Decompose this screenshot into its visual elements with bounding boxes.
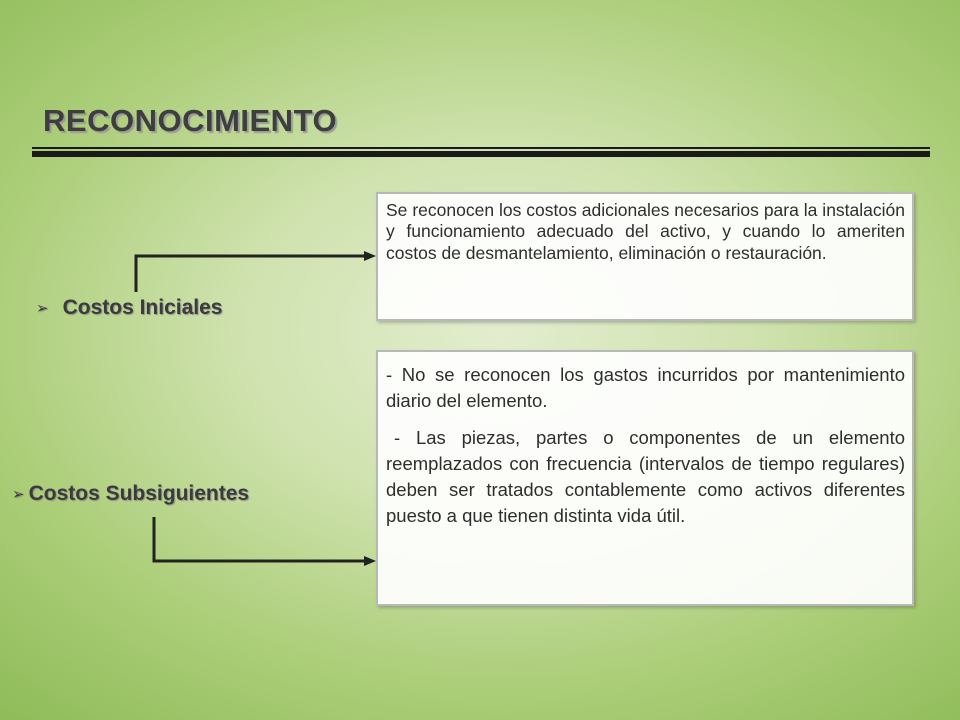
slide-title: RECONOCIMIENTO <box>43 103 338 138</box>
title-underline-thin <box>32 147 930 149</box>
connector-initial-arrow <box>132 250 382 294</box>
connector-initial-line <box>136 256 364 292</box>
connector-subsequent-line <box>154 517 364 561</box>
arrowhead-icon <box>364 251 376 261</box>
title-underline-thick <box>32 151 930 157</box>
arrow-bullet-icon: ➢ <box>36 300 49 317</box>
textbox-costos-iniciales <box>376 192 914 321</box>
bullet-label-costos-subsiguientes: Costos Subsiguientes <box>28 482 250 505</box>
textbox-costos-subsiguientes <box>376 350 914 606</box>
arrowhead-icon <box>364 556 376 566</box>
textbox-subsequent-paragraph-2: - Las piezas, partes o componentes de un elemento reemplazados con frecuencia (intervalos de tiempo regulares) deben ser tratados contablemente como activos diferentes puesto a que tienen distinta vida útil. <box>386 426 905 527</box>
bullet-label-costos-iniciales: Costos Iniciales <box>62 296 223 319</box>
bullet-costos-iniciales <box>36 296 222 320</box>
textbox-initial-text: Se reconocen los costos adicionales necesarios para la instalación y funcionamiento adecuado del activo, y cuando lo ameriten costos de desmantelamiento, eliminación o restauración. <box>386 200 905 263</box>
textbox-subsequent-paragraph-1: - No se reconocen los gastos incurridos por mantenimiento diario del elemento. <box>386 364 905 412</box>
arrow-bullet-icon: ➢ <box>12 486 25 503</box>
connector-subsequent-arrow <box>150 515 382 571</box>
bullet-costos-subsiguientes <box>12 482 249 506</box>
